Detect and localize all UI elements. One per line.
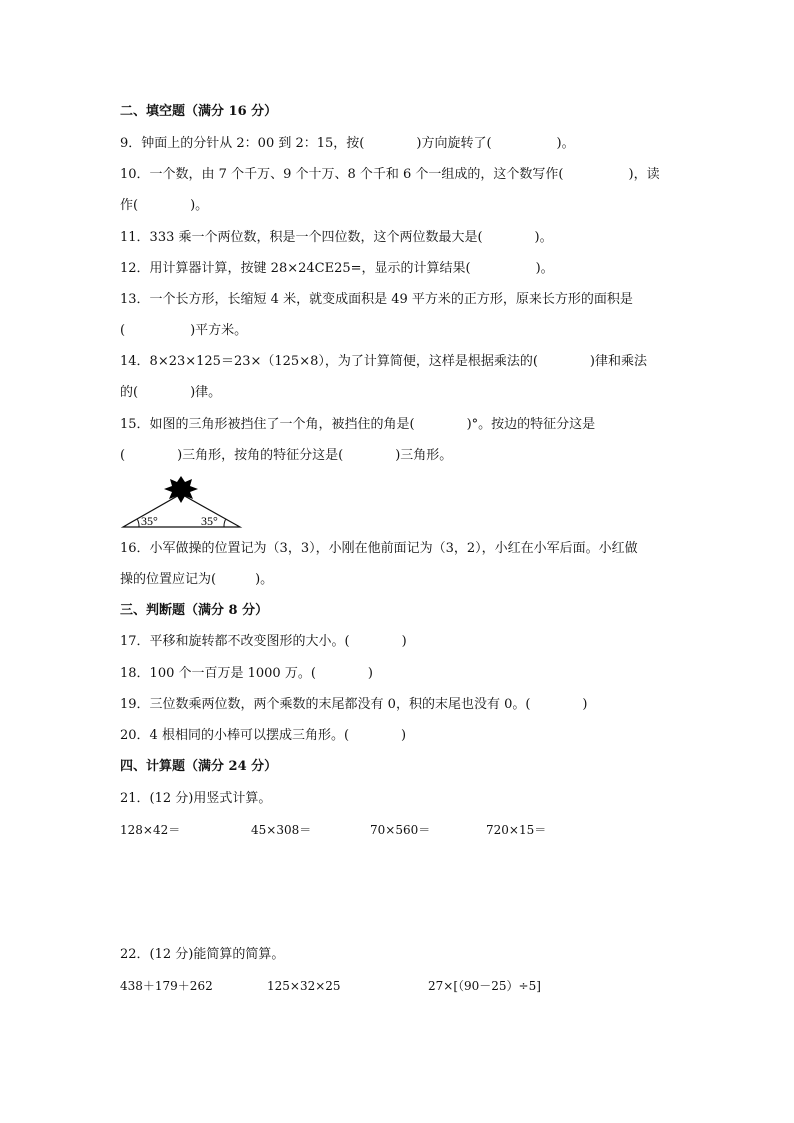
question-21: 21．(12 分)用竖式计算。 xyxy=(120,791,272,806)
triangle-figure xyxy=(118,472,248,532)
calc-item-21-1: 128×42＝ xyxy=(120,823,181,837)
question-18: 18．100 个一百万是 1000 万。( ) xyxy=(120,666,373,681)
calc-item-21-4: 720×15＝ xyxy=(486,823,547,837)
question-10-line-1: 10．一个数，由 7 个千万、9 个十万、8 个千和 6 个一组成的，这个数写作( )，读 xyxy=(120,167,660,182)
question-10-line-2: 作( )。 xyxy=(120,198,209,213)
angle-label-left: 35° xyxy=(141,514,158,528)
question-20: 20．4 根相同的小棒可以摆成三角形。( ) xyxy=(120,728,407,743)
question-11: 11．333 乘一个两位数，积是一个四位数，这个两位数最大是( )。 xyxy=(120,230,553,245)
question-16-line-1: 16．小军做操的位置记为（3，3），小刚在他前面记为（3，2），小红在小军后面。小红做 xyxy=(120,541,638,556)
question-9: 9．钟面上的分针从 2：00 到 2：15，按( )方向旋转了( )。 xyxy=(120,136,575,151)
question-16-line-2: 操的位置应记为( )。 xyxy=(120,572,274,587)
section-heading-calculation: 四、计算题（满分 24 分） xyxy=(120,759,278,774)
calc-item-22-1: 438＋179＋262 xyxy=(120,979,213,993)
triangle-diagram xyxy=(118,472,248,532)
question-14-line-2: 的( )律。 xyxy=(120,385,222,400)
question-17: 17．平移和旋转都不改变图形的大小。( ) xyxy=(120,634,407,649)
question-22: 22．(12 分)能简算的简算。 xyxy=(120,947,285,962)
question-15-line-2: ( )三角形，按角的特征分这是( )三角形。 xyxy=(120,448,453,463)
question-15-line-1: 15．如图的三角形被挡住了一个角，被挡住的角是( )°。按边的特征分这是 xyxy=(120,417,596,432)
angle-arc-left xyxy=(138,520,140,528)
question-19: 19．三位数乘两位数，两个乘数的末尾都没有 0，积的末尾也没有 0。( ) xyxy=(120,697,588,712)
blot-shape xyxy=(164,476,198,503)
calc-item-22-3: 27×[（90－25）÷5] xyxy=(428,979,541,993)
calc-item-21-3: 70×560＝ xyxy=(370,823,431,837)
question-12: 12．用计算器计算，按键 28×24CE25=，显示的计算结果( )。 xyxy=(120,261,554,276)
calc-item-22-2: 125×32×25 xyxy=(267,979,341,993)
calc-item-21-2: 45×308＝ xyxy=(251,823,312,837)
angle-label-right: 35° xyxy=(201,514,218,528)
section-heading-true-false: 三、判断题（满分 8 分） xyxy=(120,603,269,618)
question-13-line-2: ( )平方米。 xyxy=(120,323,248,338)
question-14-line-1: 14．8×23×125＝23×（125×8），为了计算简便，这样是根据乘法的( )律和乘法 xyxy=(120,354,648,369)
question-13-line-1: 13．一个长方形，长缩短 4 米，就变成面积是 49 平方米的正方形，原来长方形的面积是 xyxy=(120,292,633,307)
angle-arc-right xyxy=(224,520,226,528)
section-heading-fill-in: 二、填空题（满分 16 分） xyxy=(120,104,278,119)
